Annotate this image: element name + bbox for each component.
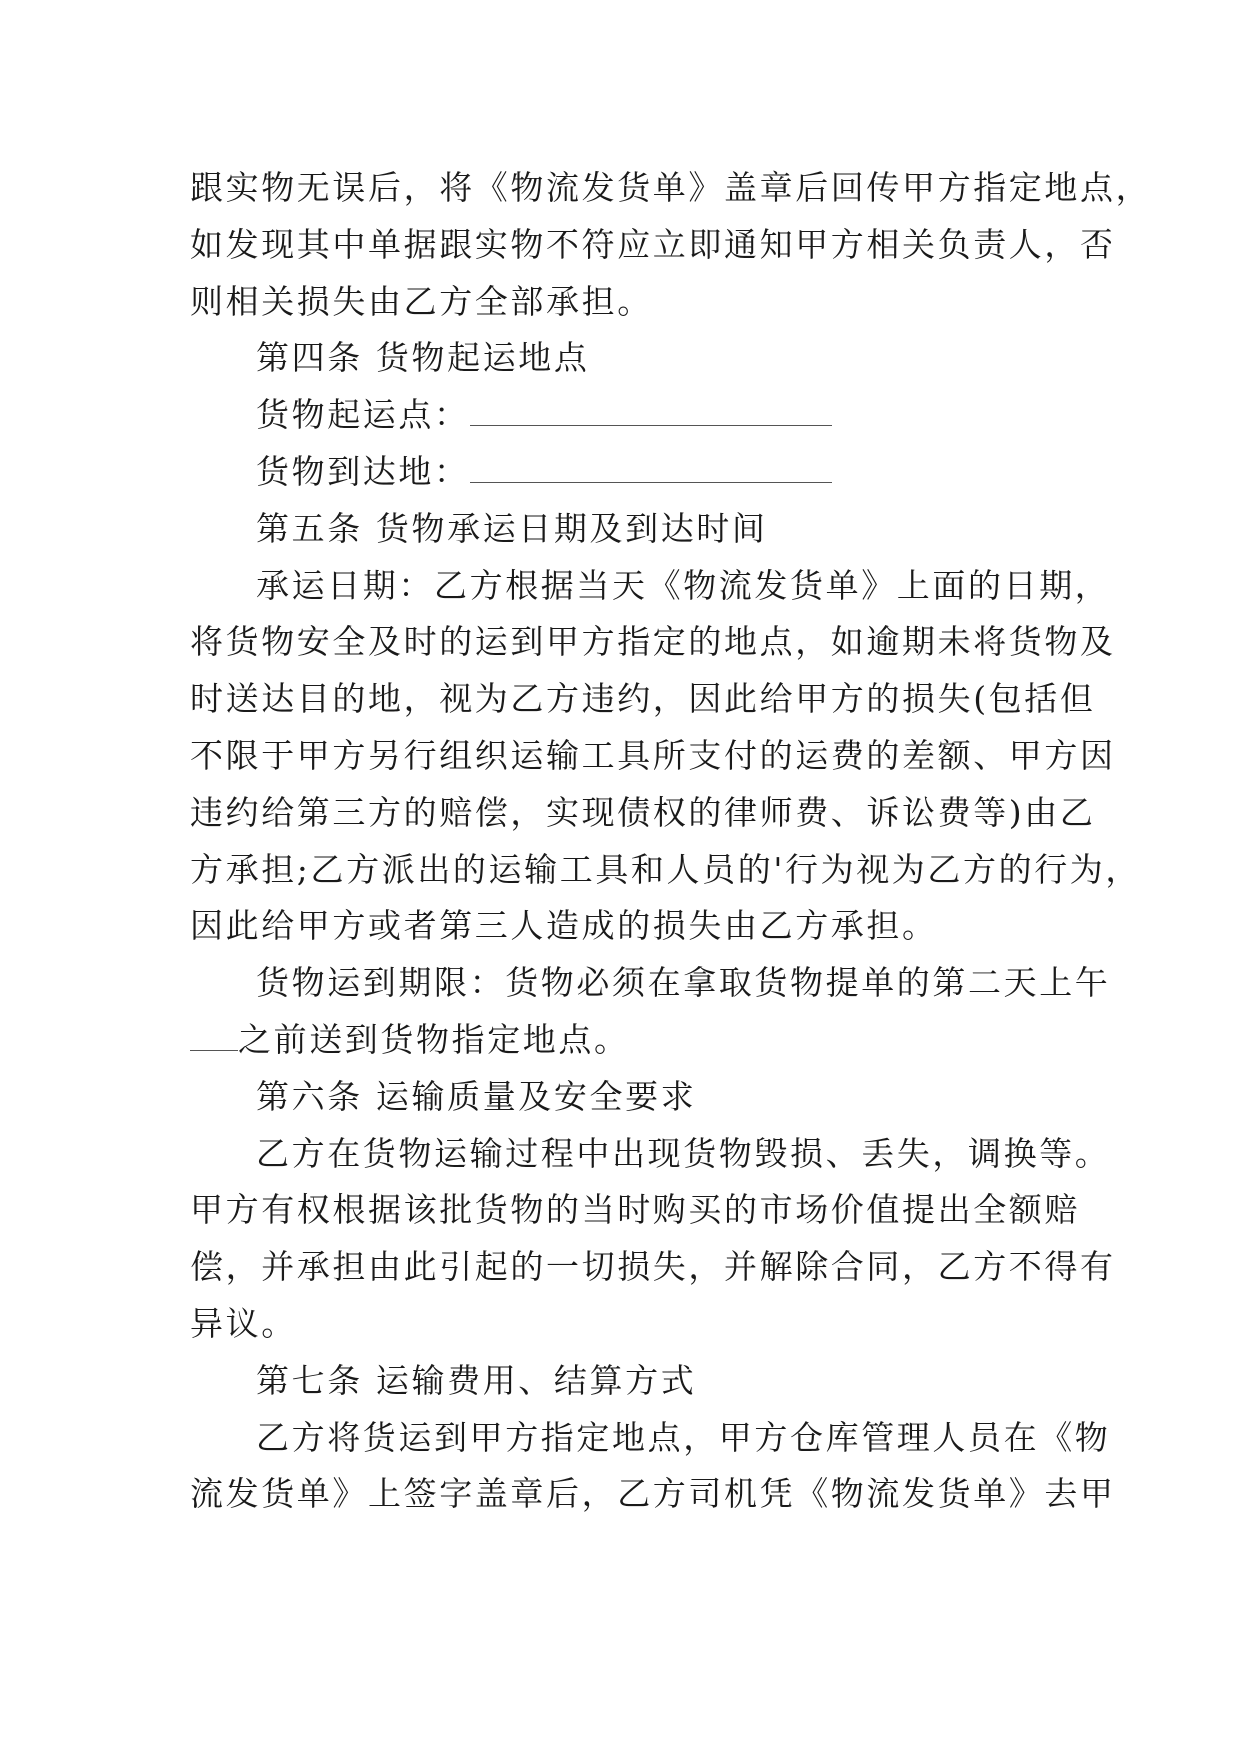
article-7-heading: 第七条 运输费用、结算方式	[256, 1360, 697, 1400]
paragraph-line: 不限于甲方另行组织运输工具所支付的运费的差额、甲方因	[190, 735, 1116, 775]
paragraph-line: 货物运到期限：货物必须在拿取货物提单的第二天上午	[256, 963, 1111, 1003]
deadline-field	[190, 1012, 1060, 1069]
paragraph-line: 则相关损失由乙方全部承担。	[190, 281, 653, 321]
article-4-heading: 第四条 货物起运地点	[256, 338, 590, 378]
destination-field	[190, 444, 1060, 501]
paragraph-line: 违约给第三方的赔偿，实现债权的律师费、诉讼费等)由乙	[190, 792, 1096, 832]
deadline-blank-line	[190, 1020, 238, 1051]
paragraph-text: 之前送到货物指定地点。	[238, 1019, 630, 1059]
destination-label: 货物到达地：	[256, 451, 470, 491]
paragraph-line: 甲方有权根据该批货物的当时购买的市场价值提出全额赔	[190, 1190, 1080, 1230]
paragraph-line: 跟实物无误后，将《物流发货单》盖章后回传甲方指定地点，	[190, 168, 1152, 207]
paragraph-line: 乙方在货物运输过程中出现货物毁损、丢失，调换等。	[256, 1133, 1111, 1173]
document-page	[190, 160, 1152, 1523]
paragraph-line: 因此给甲方或者第三人造成的损失由乙方承担。	[190, 906, 938, 946]
paragraph-line: 乙方将货运到甲方指定地点，甲方仓库管理人员在《物	[256, 1417, 1111, 1457]
paragraph-line: 方承担;乙方派出的运输工具和人员的'行为视为乙方的行为，	[190, 849, 1141, 889]
paragraph-line: 异议。	[190, 1303, 297, 1343]
destination-blank-line	[470, 452, 832, 483]
origin-blank-line	[470, 395, 832, 426]
origin-field	[190, 387, 1060, 444]
paragraph-line: 将货物安全及时的运到甲方指定的地点，如逾期未将货物及	[190, 622, 1116, 662]
paragraph-line: 如发现其中单据跟实物不符应立即通知甲方相关负责人，否	[190, 224, 1116, 264]
article-5-heading: 第五条 货物承运日期及到达时间	[256, 508, 768, 548]
article-6-heading: 第六条 运输质量及安全要求	[256, 1076, 697, 1116]
origin-label: 货物起运点：	[256, 395, 470, 435]
paragraph-line: 时送达目的地，视为乙方违约，因此给甲方的损失(包括但	[190, 679, 1096, 719]
paragraph-line: 承运日期：乙方根据当天《物流发货单》上面的日期，	[256, 565, 1111, 605]
paragraph-line: 流发货单》上签字盖章后，乙方司机凭《物流发货单》去甲	[190, 1474, 1116, 1514]
paragraph-line: 偿，并承担由此引起的一切损失，并解除合同，乙方不得有	[190, 1247, 1116, 1287]
